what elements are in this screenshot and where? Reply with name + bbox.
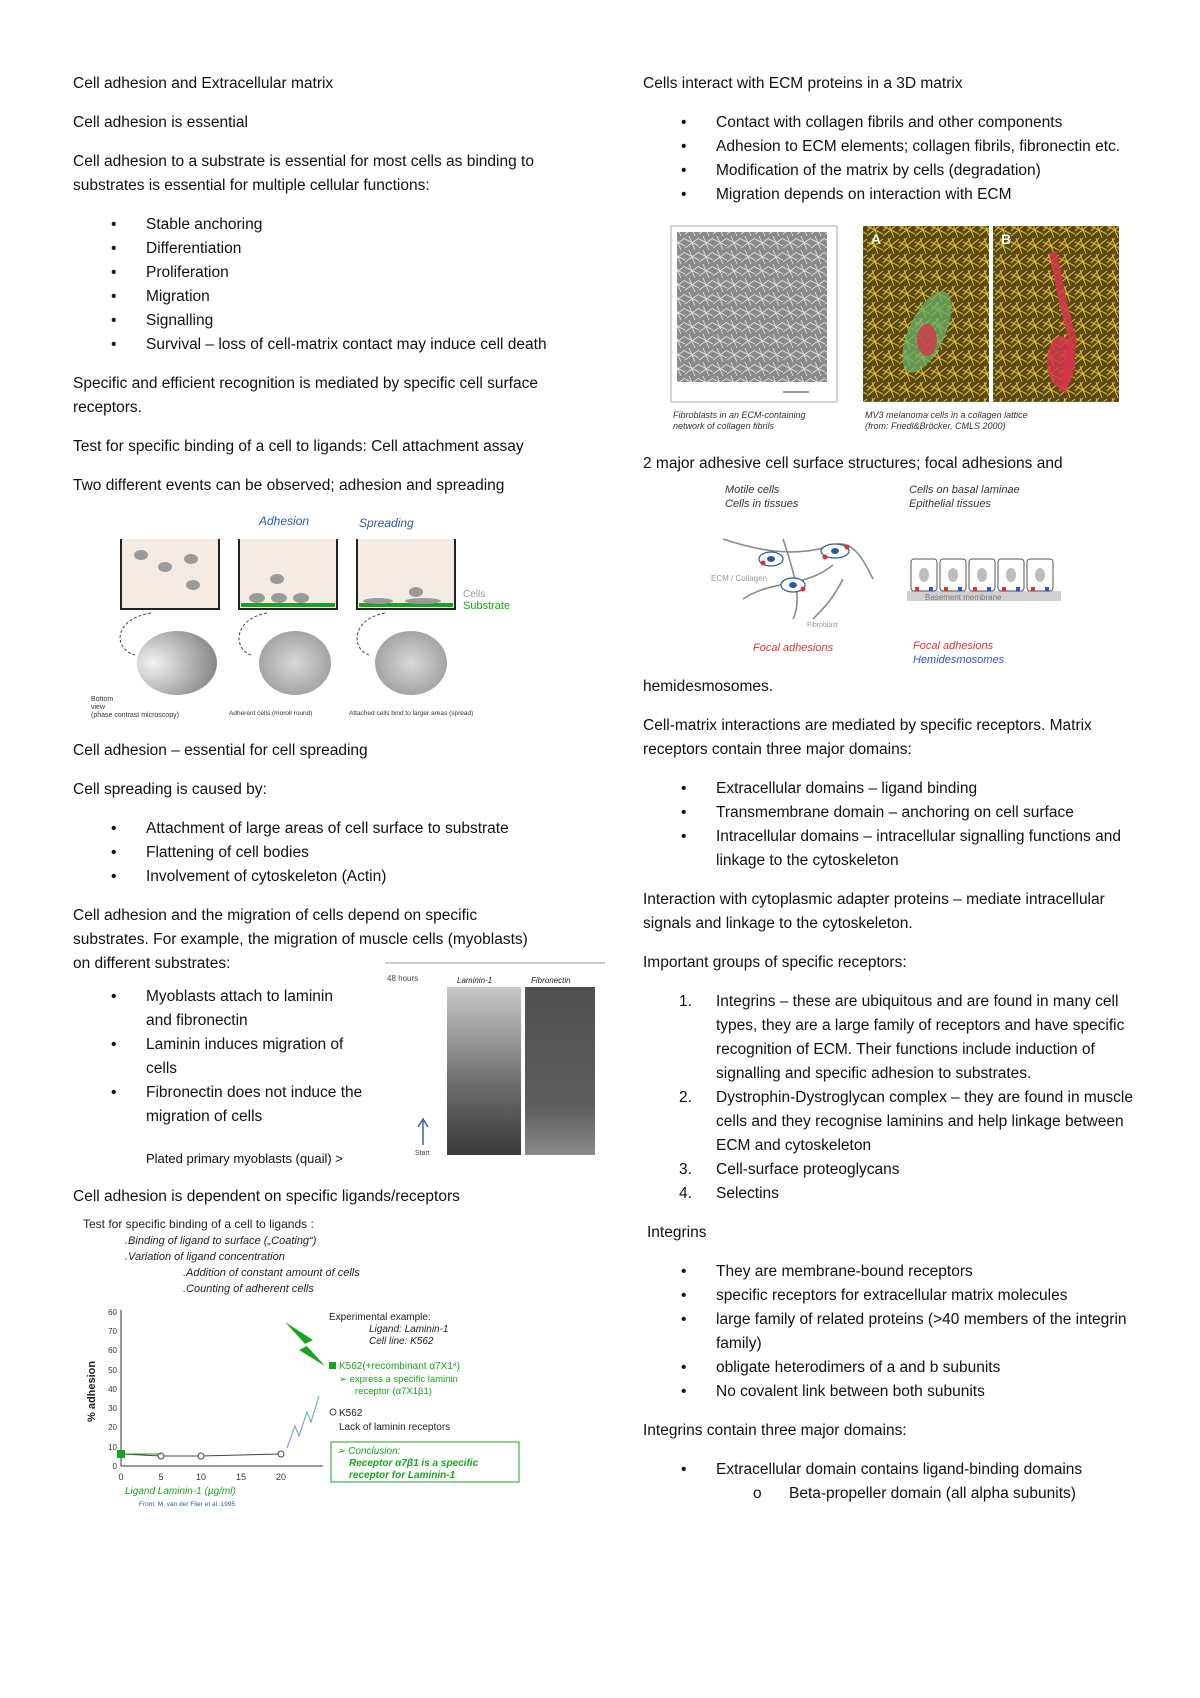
y-axis-label: % adhesion xyxy=(86,1360,98,1422)
list-item: • They are membrane-bound receptors xyxy=(643,1260,1143,1284)
ecm-microscopy-figure xyxy=(643,222,1143,444)
list-number: 1. xyxy=(679,993,692,1010)
motile-label: Motile cells xyxy=(725,484,780,496)
list-text: Integrins – these are ubiquitous and are found in many cell types, they are a large family of receptors and have specific recognition of ECM. Their functions include induction of signalling and specific adhesion to substrates. xyxy=(716,993,1125,1082)
domains-list xyxy=(643,777,1143,873)
x-tick: 15 xyxy=(235,1472,247,1482)
y-tick: 50 xyxy=(108,1366,117,1375)
list-text: Selectins xyxy=(716,1185,779,1202)
paragraph: Important groups of specific receptors: xyxy=(643,954,907,971)
page-title: Cell adhesion and Extracellular matrix xyxy=(73,75,334,92)
list-item: • obligate heterodimers of a and b subunits xyxy=(643,1356,1143,1380)
list-text: Dystrophin-Dystroglycan complex – they are found in muscle cells and they recognise laminins and help linkage between ECM and cytoskeleton xyxy=(716,1089,1133,1154)
laminin-panel xyxy=(447,987,521,1155)
integrin-subdomain-list xyxy=(643,1482,1143,1506)
adhesion-spreading-figure xyxy=(73,509,573,727)
spreading-label: Spreading xyxy=(359,516,414,530)
list-item: • Proliferation xyxy=(73,261,573,285)
y-tick: 60 xyxy=(108,1346,117,1355)
paragraph: Cell adhesion to a substrate is essential for most cells as binding to substrates is essential for multiple cellular functions: xyxy=(73,153,534,194)
list-item: • Laminin induces migration of cells xyxy=(73,1033,363,1081)
paragraph: Cells interact with ECM proteins in a 3D matrix xyxy=(643,75,963,92)
paragraph: Cell adhesion and the migration of cells depend on specific substrates. For example, the migration of muscle cells (myoblasts) on different substrates: xyxy=(73,907,528,972)
bottom-view-3 xyxy=(375,631,447,695)
list-item: • Attachment of large areas of cell surface to substrate xyxy=(73,817,573,841)
fibronectin-panel xyxy=(525,987,595,1155)
basement-label: Basement membrane xyxy=(925,593,1002,602)
fibroblast-caption: Fibroblasts in an ECM-containing network of collagen fibrils xyxy=(673,410,806,431)
paragraph: Two different events can be observed; adhesion and spreading xyxy=(73,477,505,494)
fibroblast-image xyxy=(677,232,827,382)
paragraph: Interaction with cytoplasmic adapter proteins – mediate intracellular signals and linkage to the cytoskeleton. xyxy=(643,891,1105,932)
y-tick: 20 xyxy=(108,1423,117,1432)
list-item xyxy=(643,990,1143,1086)
lack-label: Lack of laminin receptors xyxy=(339,1422,451,1433)
list-item: • Contact with collagen fibrils and other components xyxy=(643,111,1143,135)
experimental-title: Experimental example: xyxy=(329,1312,431,1323)
ecm-label: ECM / Collagen xyxy=(711,574,768,583)
list-item xyxy=(643,1182,1143,1206)
list-item: • large family of related proteins (>40 members of the integrin family) xyxy=(643,1308,1143,1356)
list-item: • Signalling xyxy=(73,309,573,333)
y-tick: 70 xyxy=(108,1327,117,1336)
list-item: • Extracellular domains – ligand binding xyxy=(643,777,1143,801)
melanoma-caption: MV3 melanoma cells in a collagen lattice (from: Friedl&Bröcker, CMLS 2000) xyxy=(865,410,1028,431)
integrin-list xyxy=(643,1260,1143,1404)
cells-label: Cells xyxy=(463,589,486,600)
right-column xyxy=(643,72,1143,1506)
paragraph: Cell adhesion – essential for cell spreading xyxy=(73,742,368,759)
bottom-view-1 xyxy=(137,631,217,695)
functions-list xyxy=(73,213,573,357)
hemi-label: Hemidesmosomes xyxy=(913,654,1005,666)
myoblast-list xyxy=(73,985,363,1129)
list-text: Cell-surface proteoglycans xyxy=(716,1161,900,1178)
source-label: From: M. van der Flier et al. 1995 xyxy=(139,1501,236,1508)
spread-caption: Attached cells bind to larger areas (spread) xyxy=(349,710,474,717)
assay-step: .Counting of adherent cells xyxy=(183,1283,314,1295)
x-tick: 5 xyxy=(158,1472,164,1482)
paragraph: Integrins contain three major domains: xyxy=(643,1422,907,1439)
list-item: • Migration depends on interaction with ECM xyxy=(643,183,1143,207)
list-item: • Involvement of cytoskeleton (Actin) xyxy=(73,865,573,889)
paragraph: Specific and efficient recognition is mediated by specific cell surface receptors. xyxy=(73,375,538,416)
adhesion-structures-figure xyxy=(643,479,1143,675)
start-label: Start xyxy=(415,1150,430,1157)
hours-label: 48 hours xyxy=(387,974,419,983)
basal-label: Cells on basal laminae xyxy=(909,484,1020,496)
list-item xyxy=(643,1158,1143,1182)
y-tick: 0 xyxy=(112,1462,117,1471)
paragraph: Cell adhesion is essential xyxy=(73,114,248,131)
paragraph: Test for specific binding of a cell to ligands: Cell attachment assay xyxy=(73,438,524,455)
plated-caption: Plated primary myoblasts (quail) > xyxy=(146,1151,343,1166)
paragraph: Cell adhesion is dependent on specific ligands/receptors xyxy=(73,1188,460,1205)
tissues-label: Cells in tissues xyxy=(725,498,799,510)
conclusion-text: Receptor α7β1 is a specific receptor for Laminin-1 xyxy=(349,1458,479,1481)
ligand-label: Ligand: Laminin-1 xyxy=(369,1324,449,1335)
bottom-view-caption: Bottom view (phase contrast microscopy) xyxy=(91,696,179,719)
list-item: o Beta-propeller domain (all alpha subunits) xyxy=(643,1482,1143,1506)
list-item: • Myoblasts attach to laminin and fibronectin xyxy=(73,985,363,1033)
list-item: • Fibronectin does not induce the migration of cells xyxy=(73,1081,363,1129)
adhesion-assay-chart xyxy=(73,1216,573,1516)
y-tick: 60 xyxy=(108,1308,117,1317)
list-item: • Stable anchoring xyxy=(73,213,573,237)
y-tick: 40 xyxy=(108,1385,117,1394)
x-tick: 20 xyxy=(275,1472,287,1482)
label-b: B xyxy=(1001,231,1012,247)
label-a: A xyxy=(871,231,882,247)
x-axis-label: Ligand Laminin-1 (µg/ml) xyxy=(125,1486,236,1497)
list-item: • Migration xyxy=(73,285,573,309)
well-1 xyxy=(121,539,219,609)
assay-step: .Variation of ligand concentration xyxy=(125,1251,285,1263)
list-item: • No covalent link between both subunits xyxy=(643,1380,1143,1404)
well-3 xyxy=(357,539,455,609)
adherent-caption: Adherent cells (moroll round) xyxy=(229,710,313,717)
list-item: • Survival – loss of cell-matrix contact may induce cell death xyxy=(73,333,573,357)
adhesion-spreading-diagram xyxy=(73,509,573,727)
substrate-label: Substrate xyxy=(463,600,511,612)
focal-label-1: Focal adhesions xyxy=(753,642,834,654)
list-item: • Differentiation xyxy=(73,237,573,261)
myoblast-section xyxy=(73,974,573,1173)
list-item: • Transmembrane domain – anchoring on cell surface xyxy=(643,801,1143,825)
list-item: • specific receptors for extracellular matrix molecules xyxy=(643,1284,1143,1308)
y-tick: 10 xyxy=(108,1443,117,1452)
cell-line-label: Cell line: K562 xyxy=(369,1336,434,1347)
list-item xyxy=(643,1086,1143,1158)
x-tick: 10 xyxy=(195,1472,207,1482)
x-tick: 0 xyxy=(118,1472,124,1482)
fibroblast-label: Fibroblast xyxy=(807,622,838,629)
epithelial-label: Epithelial tissues xyxy=(909,498,991,510)
adhesion-structures-diagram xyxy=(643,479,1143,675)
list-number: 4. xyxy=(679,1185,692,1202)
conclusion-label: ➢ Conclusion: xyxy=(337,1446,401,1457)
y-tick: 30 xyxy=(108,1404,117,1413)
assay-step: .Binding of ligand to surface („Coating“) xyxy=(125,1235,317,1247)
paragraph: 2 major adhesive cell surface structures; focal adhesions and xyxy=(643,455,1063,472)
fibronectin-label: Fibronectin xyxy=(531,976,571,985)
k562-label: K562 xyxy=(339,1408,363,1419)
left-column xyxy=(73,72,573,1516)
list-item: • Adhesion to ECM elements; collagen fibrils, fibronectin etc. xyxy=(643,135,1143,159)
assay-heading: Test for specific binding of a cell to ligands : xyxy=(83,1217,314,1231)
list-item: • Extracellular domain contains ligand-binding domains xyxy=(643,1458,1143,1482)
receptor-groups-list xyxy=(643,990,1143,1206)
list-item: • Modification of the matrix by cells (degradation) xyxy=(643,159,1143,183)
assay-step: .Addition of constant amount of cells xyxy=(183,1267,360,1279)
integrin-domain-list xyxy=(643,1458,1143,1482)
list-number: 2. xyxy=(679,1089,692,1106)
list-item: • Flattening of cell bodies xyxy=(73,841,573,865)
express-label: ➢ express a specific laminin receptor (α7X1β1) xyxy=(339,1374,458,1397)
adhesion-label: Adhesion xyxy=(259,514,310,528)
k562-plus-label: K562(+recombinant α7X1ᵃ) xyxy=(339,1361,460,1372)
up-arrow-icon xyxy=(418,1119,428,1145)
paragraph: Cell-matrix interactions are mediated by specific receptors. Matrix receptors contain three major domains: xyxy=(643,717,1092,758)
adhesion-assay-figure xyxy=(73,1216,573,1516)
lightning-icon xyxy=(285,1322,325,1366)
focal-label-2: Focal adhesions xyxy=(913,640,994,652)
spreading-causes-list xyxy=(73,817,573,889)
well-2 xyxy=(239,539,337,609)
paragraph: hemidesmosomes. xyxy=(643,678,774,695)
paragraph: Cell spreading is caused by: xyxy=(73,781,267,798)
ecm-microscopy-images xyxy=(643,222,1143,444)
ecm-list xyxy=(643,111,1143,207)
list-number: 3. xyxy=(679,1161,692,1178)
bottom-view-2 xyxy=(259,631,331,695)
laminin-label: Laminin-1 xyxy=(457,976,493,985)
list-item: • Intracellular domains – intracellular signalling functions and linkage to the cytoskeleton xyxy=(643,825,1143,873)
myoblast-migration-image xyxy=(385,959,605,1159)
paragraph: Integrins xyxy=(647,1224,707,1241)
